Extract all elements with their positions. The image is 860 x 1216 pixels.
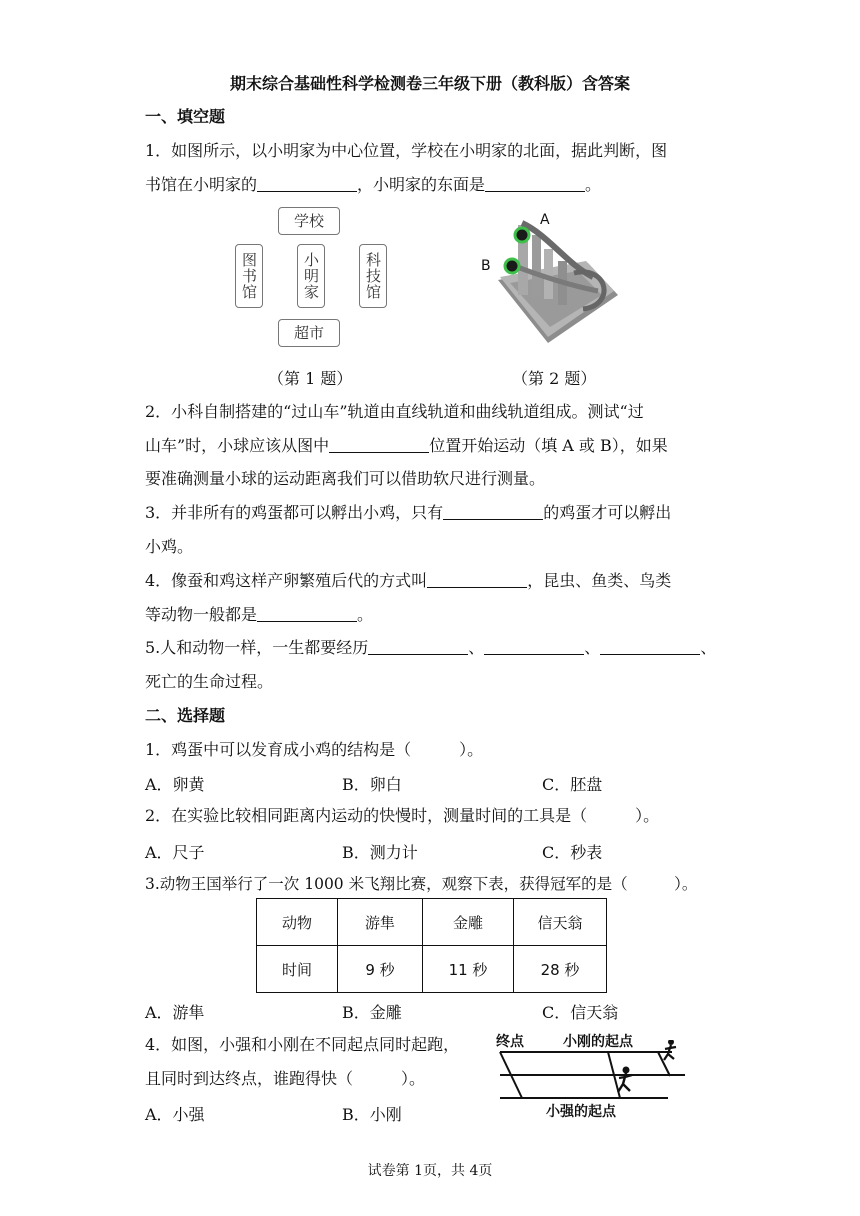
c3-option-b[interactable]: B．金雕 xyxy=(342,1003,402,1022)
q4-line1 xyxy=(145,571,671,591)
roller-coaster-illustration xyxy=(478,205,623,345)
q3-blank[interactable] xyxy=(443,503,543,520)
c2-stem: 2．在实验比较相同距离内运动的快慢时，测量时间的工具是（ ）。 xyxy=(145,806,660,825)
c1-option-c[interactable]: C．胚盘 xyxy=(542,775,603,794)
c2-option-a[interactable]: A．尺子 xyxy=(145,843,205,862)
table-cell: 游隼 xyxy=(338,899,423,946)
q2-line2 xyxy=(145,436,668,456)
map-box-supermarket: 超市 xyxy=(278,319,340,347)
label-b: B xyxy=(481,258,491,274)
label-a: A xyxy=(540,212,550,228)
table-cell: 时间 xyxy=(257,946,338,993)
q4-text-b: ，昆虫、鱼类、鸟类 xyxy=(527,571,672,590)
q5-line1 xyxy=(145,638,716,658)
q4-blank-1[interactable] xyxy=(427,571,527,588)
caption-figure-2: （第 2 题） xyxy=(512,369,597,388)
c4-option-b[interactable]: B．小刚 xyxy=(342,1105,402,1124)
c2-option-b[interactable]: B．测力计 xyxy=(342,843,418,862)
page-title: 期末综合基础性科学检测卷三年级下册（教科版）含答案 xyxy=(229,74,630,93)
label-gang-start: 小刚的起点 xyxy=(563,1034,633,1050)
q4-line2 xyxy=(145,605,373,625)
q5-blank-3[interactable] xyxy=(600,638,700,655)
q5-sep-2: 、 xyxy=(584,638,601,657)
table-cell: 信天翁 xyxy=(514,899,607,946)
q1-text-c: 。 xyxy=(585,175,602,194)
q1-line1: 1．如图所示，以小明家为中心位置，学校在小明家的北面，据此判断，图 xyxy=(145,141,668,160)
table-cell: 11 秒 xyxy=(423,946,514,993)
section-fill-in-heading: 一、填空题 xyxy=(145,107,226,126)
runner-gang-icon xyxy=(664,1040,676,1060)
caption-figure-1: （第 1 题） xyxy=(268,369,353,388)
q3-text-b: 的鸡蛋才可以孵出 xyxy=(543,503,672,522)
q4-blank-2[interactable] xyxy=(257,605,357,622)
table-cell: 金雕 xyxy=(423,899,514,946)
table-row xyxy=(257,899,607,946)
runner-qiang-icon xyxy=(618,1067,632,1093)
map-box-tech-museum: 科技馆 xyxy=(359,244,387,308)
c2-option-c[interactable]: C．秒表 xyxy=(542,843,603,862)
c1-option-a[interactable]: A．卵黄 xyxy=(145,775,205,794)
table-row xyxy=(257,946,607,993)
page-footer: 试卷第 1页，共 4页 xyxy=(367,1163,493,1179)
q4-text-a: 4．像蚕和鸡这样产卵繁殖后代的方式叫 xyxy=(145,571,428,590)
q2-blank[interactable] xyxy=(329,436,429,453)
q4-text-c: 等动物一般都是 xyxy=(145,605,258,624)
map-box-school: 学校 xyxy=(278,207,340,235)
q1-blank-1[interactable] xyxy=(257,175,357,192)
section-choice-heading: 二、选择题 xyxy=(145,706,226,725)
table-cell: 9 秒 xyxy=(338,946,423,993)
c3-option-a[interactable]: A．游隼 xyxy=(145,1003,205,1022)
table-cell: 28 秒 xyxy=(514,946,607,993)
q3-line2: 小鸡。 xyxy=(145,537,194,556)
label-finish: 终点 xyxy=(496,1034,524,1050)
q5-blank-2[interactable] xyxy=(484,638,584,655)
map-box-home: 小明家 xyxy=(297,244,325,308)
q5-line2: 死亡的生命过程。 xyxy=(145,672,274,691)
q2-text-a: 山车”时，小球应该从图中 xyxy=(145,436,330,455)
c3-option-c[interactable]: C．信天翁 xyxy=(542,1003,619,1022)
q5-text-a: 5.人和动物一样，一生都要经历 xyxy=(145,638,369,657)
c4-line2: 且同时到达终点，谁跑得快（ ）。 xyxy=(145,1069,426,1088)
q4-text-d: 。 xyxy=(357,605,374,624)
q3-text-a: 3．并非所有的鸡蛋都可以孵出小鸡，只有 xyxy=(145,503,444,522)
point-a-ball xyxy=(515,228,529,242)
q1-text-a: 书馆在小明家的 xyxy=(145,175,258,194)
c4-line1: 4．如图，小强和小刚在不同起点同时起跑， xyxy=(145,1035,460,1054)
q1-blank-2[interactable] xyxy=(485,175,585,192)
label-qiang-start: 小强的起点 xyxy=(546,1104,616,1120)
q3-line1 xyxy=(145,503,671,523)
c4-option-a[interactable]: A．小强 xyxy=(145,1105,205,1124)
map-box-library: 图书馆 xyxy=(235,244,263,308)
q5-sep-1: 、 xyxy=(468,638,485,657)
c1-option-b[interactable]: B．卵白 xyxy=(342,775,402,794)
c1-stem: 1．鸡蛋中可以发育成小鸡的结构是（ ）。 xyxy=(145,740,484,759)
q2-line3: 要准确测量小球的运动距离我们可以借助软尺进行测量。 xyxy=(145,469,546,488)
q5-blank-1[interactable] xyxy=(368,638,468,655)
q2-text-b: 位置开始运动（填 A 或 B），如果 xyxy=(429,436,668,455)
point-b-ball xyxy=(505,259,519,273)
q2-line1: 2．小科自制搭建的“过山车”轨道由直线轨道和曲线轨道组成。测试“过 xyxy=(145,402,644,421)
q1-text-b: ，小明家的东面是 xyxy=(357,175,486,194)
table-cell: 动物 xyxy=(257,899,338,946)
q5-sep-3: 、 xyxy=(700,638,717,657)
flight-time-table xyxy=(256,898,607,993)
q1-line2 xyxy=(145,175,601,195)
c3-stem: 3.动物王国举行了一次 1000 米飞翔比赛，观察下表，获得冠军的是（ ）。 xyxy=(145,875,698,893)
